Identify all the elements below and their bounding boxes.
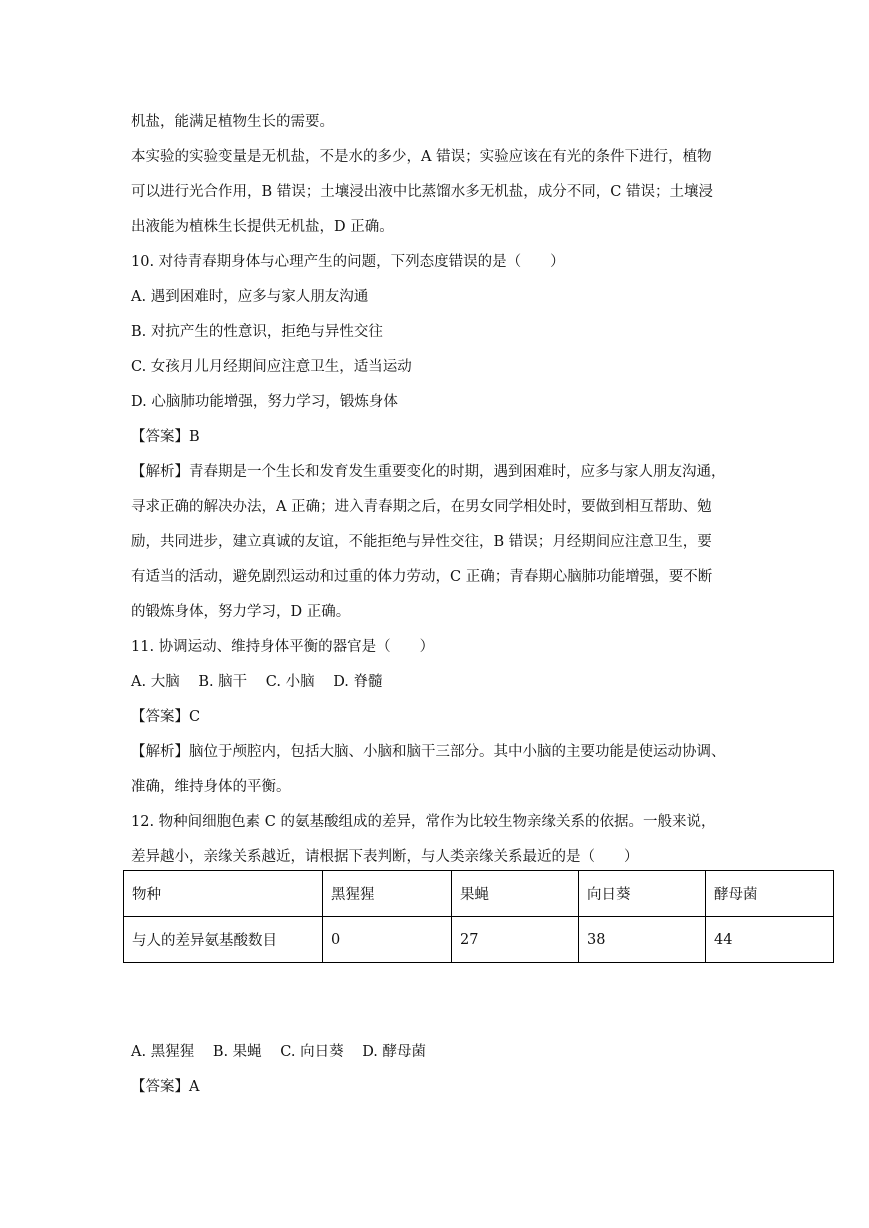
- q11-options: [131, 672, 397, 692]
- q10-explanation-line-1: 【解析】青春期是一个生长和发育发生重要变化的时期，遇到困难时，应多与家人朋友沟通，: [131, 464, 726, 480]
- q10-option-c: C. 女孩月儿月经期间应注意卫生，适当运动: [131, 359, 412, 375]
- table-cell: 0: [323, 917, 452, 963]
- table-cell: 物种: [124, 871, 323, 917]
- q10-explanation-line-4: 有适当的活动，避免剧烈运动和过重的体力劳动，C 正确；青春期心脑肺功能增强，要不断: [131, 569, 713, 585]
- q12-option-d: D. 酵母菌: [362, 1044, 427, 1060]
- q11-option-c: C. 小脑: [265, 674, 315, 690]
- prev-explanation-line-4: 出液能为植株生长提供无机盐，D 正确。: [131, 219, 394, 235]
- table-cell: 与人的差异氨基酸数目: [124, 917, 323, 963]
- q11-option-a: A. 大脑: [131, 674, 180, 690]
- q12-stem-line-2: 差异越小，亲缘关系越近，请根据下表判断，与人类亲缘关系最近的是（ ）: [131, 849, 639, 865]
- q10-option-b: B. 对抗产生的性意识，拒绝与异性交往: [131, 324, 383, 340]
- q10-stem: 10. 对待青春期身体与心理产生的问题，下列态度错误的是（ ）: [131, 254, 565, 270]
- prev-explanation-line-2: 本实验的实验变量是无机盐，不是水的多少，A 错误；实验应该在有光的条件下进行，植物: [131, 149, 712, 165]
- q12-options: [131, 1042, 440, 1062]
- q10-explanation-line-3: 励，共同进步，建立真诚的友谊，不能拒绝与异性交往，B 错误；月经期间应注意卫生，要: [131, 534, 712, 550]
- q11-explanation-line-1: 【解析】脑位于颅腔内，包括大脑、小脑和脑干三部分。其中小脑的主要功能是使运动协调、: [131, 744, 726, 760]
- q10-answer: 【答案】B: [131, 429, 200, 445]
- table-cell: 果蝇: [452, 871, 579, 917]
- q10-option-d: D. 心脑肺功能增强，努力学习，锻炼身体: [131, 394, 398, 410]
- q10-option-a: A. 遇到困难时，应多与家人朋友沟通: [131, 289, 369, 305]
- q12-stem-line-1: 12. 物种间细胞色素 C 的氨基酸组成的差异，常作为比较生物亲缘关系的依据。一般来说，: [131, 814, 716, 830]
- q11-answer: 【答案】C: [131, 709, 201, 725]
- prev-explanation-line-3: 可以进行光合作用，B 错误；土壤浸出液中比蒸馏水多无机盐，成分不同，C 错误；土壤浸: [131, 184, 713, 200]
- q12-option-c: C. 向日葵: [280, 1044, 344, 1060]
- table-cell: 黑猩猩: [323, 871, 452, 917]
- q10-explanation-line-5: 的锻炼身体，努力学习，D 正确。: [131, 604, 351, 620]
- table-cell: 酵母菌: [706, 871, 834, 917]
- q12-species-table: [123, 870, 834, 963]
- table-row: [124, 917, 834, 963]
- prev-explanation-line-1: 机盐，能满足植物生长的需要。: [131, 114, 334, 130]
- q12-option-b: B. 果蝇: [212, 1044, 262, 1060]
- q11-option-b: B. 脑干: [198, 674, 248, 690]
- q10-explanation-line-2: 寻求正确的解决办法，A 正确；进入青春期之后，在男女同学相处时，要做到相互帮助、勉: [131, 499, 712, 515]
- q11-explanation-line-2: 准确，维持身体的平衡。: [131, 779, 291, 795]
- q11-option-d: D. 脊髓: [333, 674, 383, 690]
- q12-option-a: A. 黑猩猩: [131, 1044, 195, 1060]
- q11-stem: 11. 协调运动、维持身体平衡的器官是（ ）: [131, 639, 435, 655]
- q12-answer: 【答案】A: [131, 1079, 200, 1095]
- table-cell: 44: [706, 917, 834, 963]
- table-cell: 27: [452, 917, 579, 963]
- table-cell: 向日葵: [579, 871, 706, 917]
- table-header-row: [124, 871, 834, 917]
- table-cell: 38: [579, 917, 706, 963]
